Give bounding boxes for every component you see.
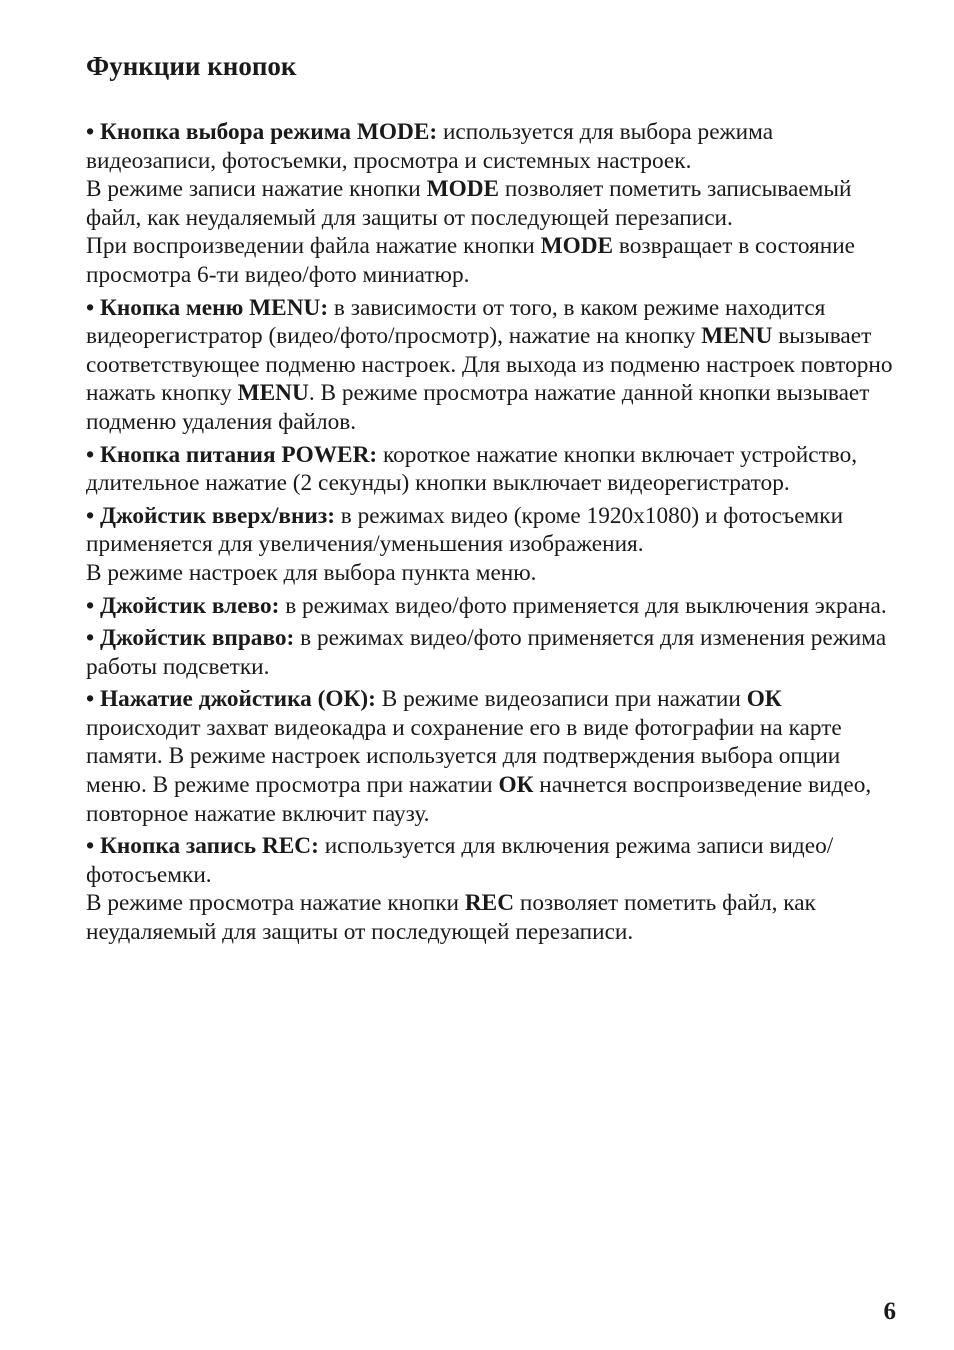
function-paragraph <box>86 502 898 559</box>
function-paragraph <box>86 592 898 621</box>
function-paragraph <box>86 441 898 498</box>
text-run: в режимах видео (кроме 1920x1080) и фотосъемки применяется для увеличения/уменьшения изображения. <box>86 502 844 558</box>
function-paragraph <box>86 175 898 232</box>
bold-text-run: • Кнопка выбора режима MODE: <box>86 119 438 145</box>
bold-text-run: • Нажатие джойстика (ОК): <box>86 686 376 713</box>
text-run: происходит захват видеокадра и сохранение его в виде фотографии на карте памяти. В режиме настроек используется для подтверждения выбора опции меню. В режиме просмотра при нажатии <box>86 714 842 799</box>
function-item <box>86 294 898 437</box>
text-run: начнется воспроизведение видео, повторное нажатие включит паузу. <box>86 772 872 827</box>
text-run: В режиме просмотра нажатие кнопки <box>86 890 465 917</box>
text-run: В режиме настроек для выбора пункта меню. <box>86 559 537 586</box>
bold-text-run: • Джойстик вверх/вниз: <box>86 502 335 529</box>
bold-text-run: MODE <box>540 233 614 260</box>
function-item <box>86 118 898 290</box>
page-title: Функции кнопок <box>86 51 297 81</box>
function-paragraph <box>86 559 898 588</box>
function-item <box>86 685 898 828</box>
bold-text-run: ОК <box>498 772 534 799</box>
text-run: возвращает в состояние просмотра 6-ти видео/фото миниатюр. <box>86 233 856 288</box>
bold-text-run: • Кнопка запись REC: <box>86 833 319 860</box>
function-paragraph <box>86 685 898 828</box>
text-run: . В режиме просмотра нажатие данной кнопки вызывает подменю удаления файлов. <box>86 380 870 435</box>
text-run: В режиме видеозаписи при нажатии <box>375 686 747 713</box>
bold-text-run: • Джойстик влево: <box>86 592 280 619</box>
function-paragraph <box>86 624 898 681</box>
function-paragraph <box>86 832 898 889</box>
text-run: вызывает соответствующее подменю настроек. Для выхода из подменю настроек повторно нажать кнопку <box>86 323 893 407</box>
bold-text-run: MENU <box>701 323 773 350</box>
function-paragraph <box>86 118 898 175</box>
bold-text-run: MENU <box>237 380 309 407</box>
bold-text-run: MODE <box>426 176 500 203</box>
bold-text-run: • Джойстик вправо: <box>86 625 295 652</box>
function-item <box>86 441 898 498</box>
bold-text-run: REC <box>464 890 515 917</box>
text-run: короткое нажатие кнопки включает устройство, длительное нажатие (2 секунды) кнопки выключает видеорегистратор. <box>86 441 858 497</box>
button-functions-list <box>86 118 898 947</box>
text-run: в режимах видео/фото применяется для выключения экрана. <box>279 592 887 619</box>
page-content <box>86 48 898 951</box>
text-run: При воспроизведении файла нажатие кнопки <box>86 233 541 260</box>
function-item <box>86 502 898 588</box>
text-run: в зависимости от того, в каком режиме находится видеорегистратор (видео/фото/просмотр), нажатие на кнопку <box>86 294 826 350</box>
text-run: В режиме записи нажатие кнопки <box>86 176 427 203</box>
bold-text-run: • Кнопка питания POWER: <box>86 441 378 468</box>
text-run: используется для выбора режима видеозаписи, фотосъемки, просмотра и системных настроек. <box>86 119 774 174</box>
function-paragraph <box>86 232 898 289</box>
function-item <box>86 592 898 621</box>
text-run: позволяет пометить записываемый файл, как неудаляемый для защиты от последующей перезаписи. <box>86 176 852 231</box>
text-run: в режимах видео/фото применяется для изменения режима работы подсветки. <box>86 625 887 680</box>
function-paragraph <box>86 294 898 437</box>
text-run: используется для включения режима записи видео/фотосъемки. <box>86 833 834 888</box>
text-run: позволяет пометить файл, как неудаляемый для защиты от последующей перезаписи. <box>86 890 816 946</box>
function-item <box>86 624 898 681</box>
page-number: 6 <box>883 1298 896 1325</box>
bold-text-run: • Кнопка меню MENU: <box>86 294 329 321</box>
function-item <box>86 832 898 946</box>
bold-text-run: ОК <box>746 686 782 713</box>
function-paragraph <box>86 889 898 946</box>
